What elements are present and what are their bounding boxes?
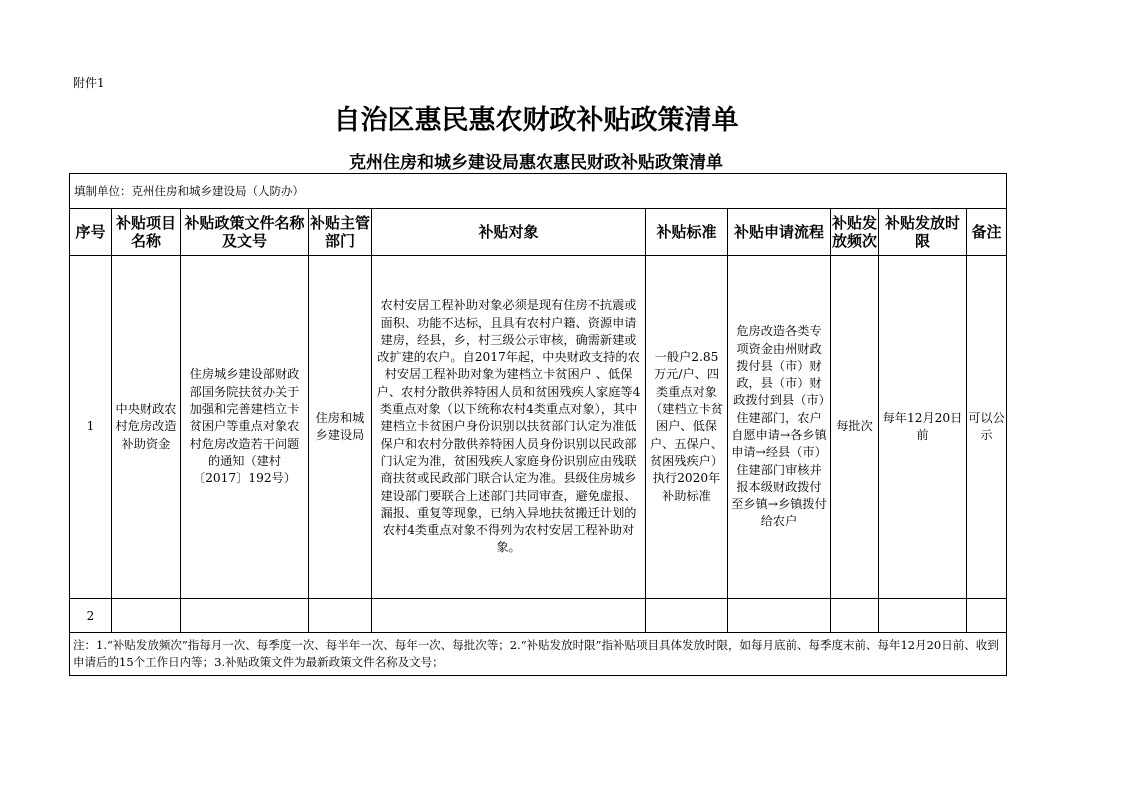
cell-remark	[967, 599, 1007, 633]
cell-remark: 可以公示	[967, 256, 1007, 599]
page-subtitle: 克州住房和城乡建设局惠农惠民财政补贴政策清单	[349, 153, 723, 173]
header-standard: 补贴标准	[646, 209, 728, 256]
fill-unit: 填制单位：克州住房和城乡建设局（人防办）	[70, 174, 1007, 209]
header-target: 补贴对象	[372, 209, 646, 256]
cell-process	[728, 599, 831, 633]
cell-standard: 一般户2.85万元/户、四类重点对象（建档立卡贫困户、低保户、五保户、贫困残疾户）执行2020年补助标准	[646, 256, 728, 599]
cell-standard	[646, 599, 728, 633]
cell-item-name: 中央财政农村危房改造补助资金	[112, 256, 181, 599]
table-header-row	[70, 209, 1007, 256]
cell-frequency: 每批次	[831, 256, 879, 599]
header-seq: 序号	[70, 209, 112, 256]
header-policy-doc: 补贴政策文件名称及文号	[181, 209, 309, 256]
table-row	[70, 599, 1007, 633]
header-frequency-text: 补贴发放频次	[831, 214, 877, 250]
cell-target	[372, 599, 646, 633]
cell-frequency	[831, 599, 879, 633]
page-title: 自治区惠民惠农财政补贴政策清单	[333, 105, 739, 136]
cell-department: 住房和城乡建设局	[309, 256, 372, 599]
cell-seq: 1	[70, 256, 112, 599]
header-frequency	[831, 209, 879, 256]
cell-department	[309, 599, 372, 633]
attachment-label: 附件1	[73, 76, 105, 90]
header-department: 补贴主管部门	[309, 209, 372, 256]
cell-policy-doc: 住房城乡建设部财政部国务院扶贫办关于加强和完善建档立卡贫困户等重点对象农村危房改造若干问题的通知（建村〔2017〕192号）	[181, 256, 309, 599]
cell-seq: 2	[70, 599, 112, 633]
header-deadline: 补贴发放时限	[879, 209, 967, 256]
cell-target: 农村安居工程补助对象必须是现有住房不抗震或面积、功能不达标，且具有农村户籍、资源申请建房，经县，乡，村三级公示审核，确需新建或改扩建的农户。自2017年起，中央财政支持的农村安居工程补助对象为建档立卡贫困户 、低保户、农村分散供养特困人员和贫困残疾人家庭等4类重点对象（以下统称农村4类重点对象），其中建档立卡贫困户身份识别以扶贫部门认定为准低保户和农村分散供养特困人员身份识别以民政部门认定为准，贫困残疾人家庭身份识别应由残联商扶贫或民政部门联合认定为准。县级住房城乡建设部门要联合上述部门共同审查，避免虚报、漏报、重复等现象，已纳入异地扶贫搬迁计划的农村4类重点对象不得列为农村安居工程补助对象。	[372, 256, 646, 599]
cell-item-name	[112, 599, 181, 633]
table-row	[70, 256, 1007, 599]
header-item-name: 补贴项目名称	[112, 209, 181, 256]
cell-process: 危房改造各类专项资金由州财政拨付县（市）财政，县（市）财政拨付到县（市）住建部门，农户自愿申请→各乡镇申请→经县（市）住建部门审核并报本级财政拨付至乡镇→乡镇拨付给农户	[728, 256, 831, 599]
cell-policy-doc	[181, 599, 309, 633]
cell-deadline: 每年12月20日前	[879, 256, 967, 599]
footnote: 注：1.“补贴发放频次”指每月一次、每季度一次、每半年一次、每年一次、每批次等；2.“补贴发放时限”指补贴项目具体发放时限，如每月底前、每季度末前、每年12月20日前、收到申请后的15个工作日内等；3.补贴政策文件为最新政策文件名称及文号；	[70, 633, 1007, 676]
policy-table	[69, 173, 1007, 676]
cell-deadline	[879, 599, 967, 633]
header-process: 补贴申请流程	[728, 209, 831, 256]
header-remark: 备注	[967, 209, 1007, 256]
